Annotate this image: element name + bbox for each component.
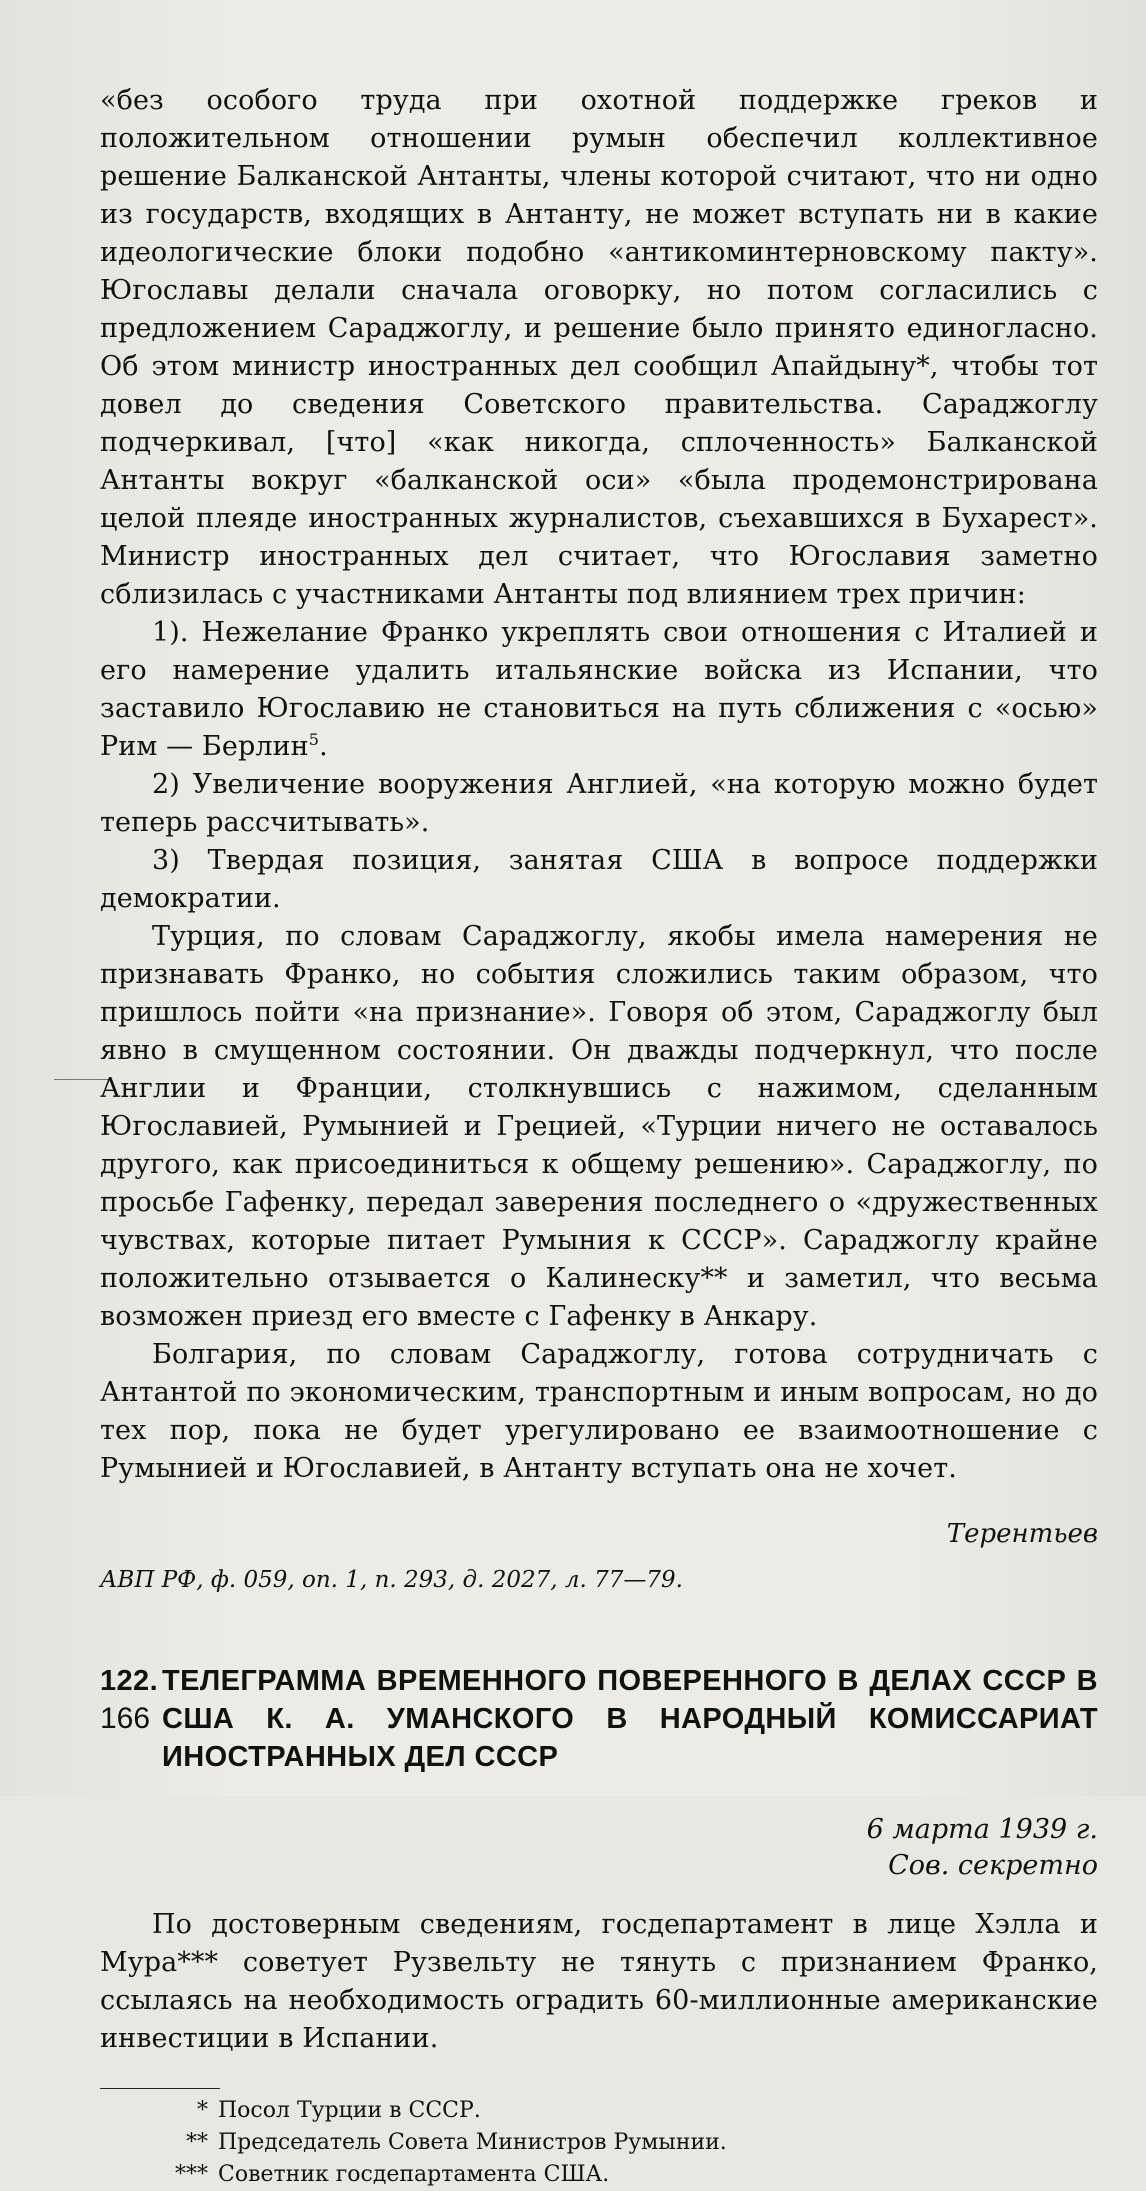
footnote-2: [100, 2127, 1098, 2159]
paragraph-5: Турция, по словам Сараджоглу, якобы имела намерения не признавать Франко, но события сложились таким образом, что пришлось пойти «на признание». Говоря об этом, Сараджоглу был явно в смущенном состоянии. Он дважды подчеркнул, что после Англии и Франции, столкнувшись с нажимом, сделанным Югославией, Румынией и Грецией, «Турции ничего не оставалось другого, как присоединиться к общему решению». Сараджоглу, по просьбе Гафенку, передал заверения последнего о «дружественных чувствах, которые питает Румыния к СССР». Сараджоглу крайне положительно отзывается о Калинеску** и заметил, что весьма возможен приезд его вместе с Гафенку в Анкару.: [100, 921, 1098, 1332]
page-number: 166: [100, 1702, 151, 1735]
text-column: [100, 82, 1098, 2191]
footnote-3: [100, 2159, 1098, 2191]
document-body: По достоверным сведениям, госдепартамент в лице Хэлла и Мура*** советует Рузвельту не тянуть с признанием Франко, ссылаясь на необходимость оградить 60-миллионные американские инвестиции в Испании.: [100, 1909, 1098, 2054]
footnote-3-text: Советник госдепартамента США.: [218, 2162, 610, 2187]
paragraph-3: 2) Увеличение вооружения Англией, «на которую можно будет теперь рассчитывать».: [100, 769, 1098, 838]
footnote-2-text: Председатель Совета Министров Румынии.: [218, 2130, 727, 2155]
archive-source: АВП РФ, ф. 059, оп. 1, п. 293, д. 2027, л. 77—79.: [100, 1567, 683, 1593]
date-block: [100, 1812, 1098, 1884]
paragraph-2-tail: .: [319, 731, 328, 762]
signature: Терентьев: [946, 1519, 1098, 1549]
document-classification: Сов. секретно: [888, 1850, 1098, 1881]
footnote-1: [100, 2095, 1098, 2127]
footnote-1-mark: *: [197, 2098, 208, 2123]
paragraph-6: Болгария, по словам Сараджоглу, готова сотрудничать с Антантой по экономическим, транспортным и иным вопросам, но до тех пор, пока не будет урегулировано ее взаимоотношение с Румынией и Югославией, в Антанту вступать она не хочет.: [100, 1339, 1098, 1484]
document-title: ТЕЛЕГРАММА ВРЕМЕННОГО ПОВЕРЕННОГО В ДЕЛАХ СССР В США К. А. УМАНСКОГО В НАРОДНЫЙ КОМИССАРИАТ ИНОСТРАННЫХ ДЕЛ СССР: [162, 1665, 1098, 1773]
footnote-1-text: Посол Турции в СССР.: [218, 2098, 481, 2123]
document-number: 122.: [100, 1665, 159, 1697]
paragraph-4: 3) Твердая позиция, занятая США в вопросе поддержки демократии.: [100, 845, 1098, 914]
footnote-2-mark: **: [186, 2130, 208, 2155]
footnote-ref-5: 5: [308, 730, 320, 749]
footnote-divider: [100, 2088, 220, 2089]
document-date: 6 марта 1939 г.: [866, 1814, 1098, 1845]
footnote-3-mark: ***: [175, 2162, 208, 2187]
paragraph-2-text: 1). Нежелание Франко укреплять свои отношения с Италией и его намерение удалить итальянские войска из Испании, что заставило Югославию не становиться на путь сближения с «осью» Рим — Берлин: [100, 617, 1098, 762]
document-heading: [100, 1662, 1098, 1776]
paragraph-1: «без особого труда при охотной поддержке греков и положительном отношении румын обеспечил коллективное решение Балканской Антанты, члены которой считают, что ни одно из государств, входящих в Антанту, не может вступать ни в какие идеологические блоки подобно «антикоминтерновскому пакту». Югославы делали сначала оговорку, но потом согласились с предложением Сараджоглу, и решение было принято единогласно. Об этом министр иностранных дел сообщил Апайдыну*, чтобы тот довел до сведения Советского правительства. Сараджоглу подчеркивал, [что] «как никогда, сплоченность» Балканской Антанты вокруг «балканской оси» «была продемонстрирована целой плеяде иностранных журналистов, съехавшихся в Бухарест». Министр иностранных дел считает, что Югославия заметно сблизилась с участниками Антанты под влиянием трех причин:: [100, 85, 1098, 610]
paragraph-2: [100, 614, 1098, 766]
